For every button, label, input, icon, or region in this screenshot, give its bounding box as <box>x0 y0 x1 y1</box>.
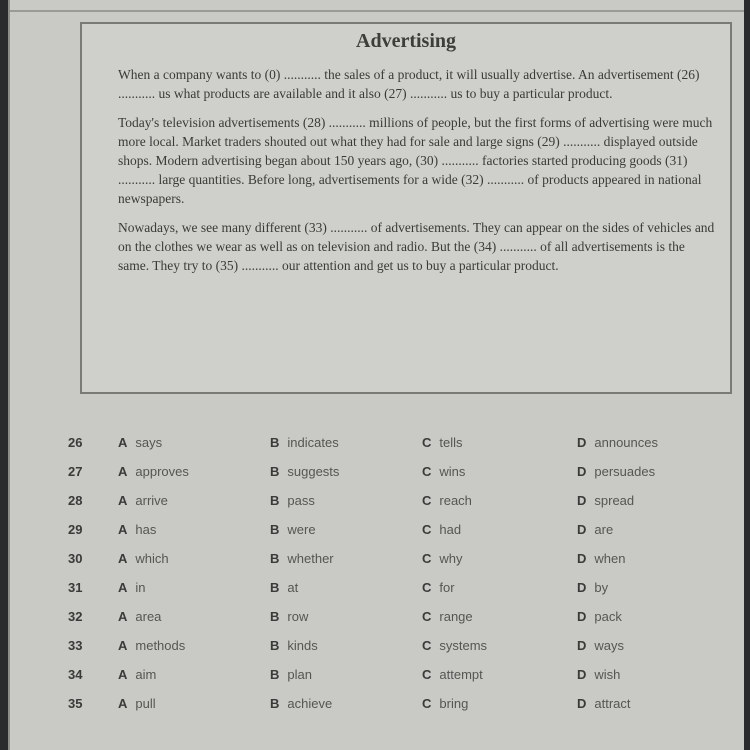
option-d[interactable] <box>577 435 732 450</box>
option-letter: A <box>118 551 128 566</box>
option-text: by <box>594 580 609 595</box>
option-text: attract <box>594 696 631 711</box>
textbook-page <box>8 0 744 750</box>
question-row <box>68 544 708 573</box>
question-number: 26 <box>68 435 83 450</box>
question-row <box>68 457 708 486</box>
option-b[interactable] <box>270 435 422 450</box>
option-letter: B <box>270 464 280 479</box>
option-c[interactable] <box>422 493 577 508</box>
option-letter: A <box>118 464 128 479</box>
option-text: whether <box>287 551 334 566</box>
question-row <box>68 660 708 689</box>
option-letter: D <box>577 522 587 537</box>
option-d[interactable] <box>577 493 732 508</box>
option-letter: A <box>118 696 128 711</box>
option-b[interactable] <box>270 696 422 711</box>
option-b[interactable] <box>270 638 422 653</box>
option-d[interactable] <box>577 522 732 537</box>
option-text: when <box>594 551 626 566</box>
option-a[interactable] <box>118 609 270 624</box>
question-row <box>68 602 708 631</box>
option-text: area <box>135 609 162 624</box>
option-letter: A <box>118 667 128 682</box>
option-letter: B <box>270 667 280 682</box>
option-letter: A <box>118 522 128 537</box>
option-text: pass <box>287 493 315 508</box>
option-b[interactable] <box>270 522 422 537</box>
question-row <box>68 631 708 660</box>
option-a[interactable] <box>118 638 270 653</box>
option-a[interactable] <box>118 464 270 479</box>
option-a[interactable] <box>118 667 270 682</box>
option-text: kinds <box>287 638 318 653</box>
option-a[interactable] <box>118 696 270 711</box>
option-letter: D <box>577 464 587 479</box>
option-b[interactable] <box>270 551 422 566</box>
question-number: 28 <box>68 493 83 508</box>
option-text: announces <box>594 435 659 450</box>
option-a[interactable] <box>118 435 270 450</box>
option-letter: C <box>422 493 432 508</box>
option-letter: B <box>270 551 280 566</box>
option-text: had <box>439 522 462 537</box>
option-c[interactable] <box>422 522 577 537</box>
option-text: persuades <box>594 464 656 479</box>
option-letter: B <box>270 435 280 450</box>
option-text: at <box>287 580 299 595</box>
passage-paragraph-2: Today's television advertisements (28) ........... millions of people, but the first forms of advertising were much more local. Market traders shouted out what they had for sale and large signs (29) ........... displayed outside shops. Modern advertising began about 150 years ago, (30) ........... factories started producing goods (31) ........... large quantities. Before long, advertisements for a wide (32) ........... of products appeared in national newspapers. <box>118 115 713 206</box>
option-letter: D <box>577 609 587 624</box>
option-letter: C <box>422 580 432 595</box>
question-number: 29 <box>68 522 83 537</box>
option-letter: D <box>577 493 587 508</box>
option-letter: D <box>577 580 587 595</box>
option-text: says <box>135 435 163 450</box>
option-d[interactable] <box>577 667 732 682</box>
option-letter: A <box>118 435 128 450</box>
option-d[interactable] <box>577 696 732 711</box>
reading-passage-box <box>80 22 732 394</box>
option-text: reach <box>439 493 472 508</box>
option-text: bring <box>439 696 469 711</box>
option-text: pull <box>135 696 156 711</box>
option-d[interactable] <box>577 638 732 653</box>
option-c[interactable] <box>422 435 577 450</box>
question-row <box>68 486 708 515</box>
option-letter: A <box>118 638 128 653</box>
option-letter: D <box>577 638 587 653</box>
option-text: approves <box>135 464 189 479</box>
option-text: methods <box>135 638 186 653</box>
question-number: 34 <box>68 667 83 682</box>
option-letter: B <box>270 493 280 508</box>
option-c[interactable] <box>422 696 577 711</box>
option-a[interactable] <box>118 551 270 566</box>
top-rule <box>10 10 744 12</box>
option-text: wins <box>439 464 466 479</box>
question-row <box>68 689 708 718</box>
option-letter: B <box>270 580 280 595</box>
option-text: why <box>439 551 463 566</box>
option-text: systems <box>439 638 488 653</box>
option-c[interactable] <box>422 609 577 624</box>
option-letter: A <box>118 580 128 595</box>
option-text: aim <box>135 667 157 682</box>
option-text: row <box>287 609 309 624</box>
option-d[interactable] <box>577 609 732 624</box>
option-c[interactable] <box>422 580 577 595</box>
option-text: for <box>439 580 455 595</box>
option-text: in <box>135 580 146 595</box>
option-letter: C <box>422 609 432 624</box>
option-b[interactable] <box>270 609 422 624</box>
option-letter: B <box>270 522 280 537</box>
answer-options-list <box>68 428 708 718</box>
option-text: were <box>287 522 316 537</box>
question-row <box>68 573 708 602</box>
option-text: has <box>135 522 157 537</box>
option-d[interactable] <box>577 580 732 595</box>
option-text: range <box>439 609 473 624</box>
option-letter: D <box>577 667 587 682</box>
question-number: 27 <box>68 464 83 479</box>
option-text: are <box>594 522 614 537</box>
option-b[interactable] <box>270 580 422 595</box>
option-text: pack <box>594 609 622 624</box>
passage-paragraph-1: When a company wants to (0) ........... the sales of a product, it will usually advertise. An advertisement (26) ........... us what products are available and it also (27) ........... us to buy a particular product. <box>118 67 700 101</box>
option-c[interactable] <box>422 551 577 566</box>
option-text: indicates <box>287 435 339 450</box>
question-number: 33 <box>68 638 83 653</box>
option-d[interactable] <box>577 464 732 479</box>
option-letter: D <box>577 696 587 711</box>
option-letter: C <box>422 551 432 566</box>
option-text: spread <box>594 493 635 508</box>
option-d[interactable] <box>577 551 732 566</box>
option-c[interactable] <box>422 464 577 479</box>
option-b[interactable] <box>270 464 422 479</box>
option-letter: C <box>422 464 432 479</box>
option-text: suggests <box>287 464 340 479</box>
option-a[interactable] <box>118 493 270 508</box>
option-letter: C <box>422 435 432 450</box>
option-letter: C <box>422 667 432 682</box>
option-letter: C <box>422 522 432 537</box>
option-letter: A <box>118 493 128 508</box>
question-row <box>68 428 708 457</box>
option-text: wish <box>594 667 621 682</box>
option-a[interactable] <box>118 580 270 595</box>
option-text: attempt <box>439 667 483 682</box>
option-c[interactable] <box>422 638 577 653</box>
option-letter: B <box>270 638 280 653</box>
option-b[interactable] <box>270 493 422 508</box>
option-text: ways <box>594 638 625 653</box>
option-text: tells <box>439 435 463 450</box>
question-number: 32 <box>68 609 83 624</box>
question-number: 35 <box>68 696 83 711</box>
option-letter: D <box>577 435 587 450</box>
option-letter: C <box>422 638 432 653</box>
option-text: plan <box>287 667 312 682</box>
option-text: which <box>135 551 169 566</box>
option-text: achieve <box>287 696 333 711</box>
passage-paragraph-3: Nowadays, we see many different (33) ........... of advertisements. They can appear on the sides of vehicles and on the clothes we wear as well as on television and radio. But the (34) ........... of all advertisements is the same. They try to (35) ........... our attention and get us to buy a particular product. <box>118 220 715 273</box>
option-a[interactable] <box>118 522 270 537</box>
passage-title: Advertising <box>356 30 456 52</box>
question-row <box>68 515 708 544</box>
option-letter: A <box>118 609 128 624</box>
option-b[interactable] <box>270 667 422 682</box>
question-number: 31 <box>68 580 83 595</box>
option-letter: D <box>577 551 587 566</box>
option-c[interactable] <box>422 667 577 682</box>
option-letter: B <box>270 609 280 624</box>
option-letter: C <box>422 696 432 711</box>
question-number: 30 <box>68 551 83 566</box>
option-letter: B <box>270 696 280 711</box>
option-text: arrive <box>135 493 168 508</box>
